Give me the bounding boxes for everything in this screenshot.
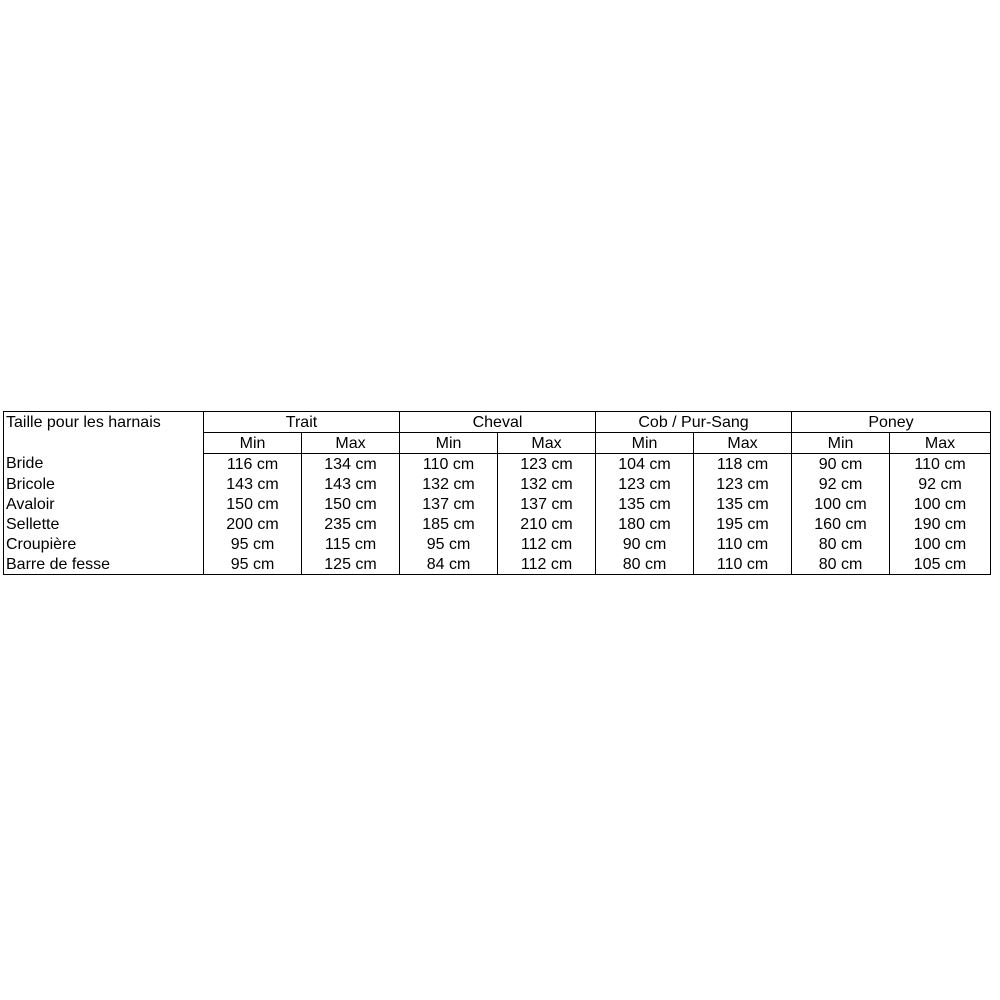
table-cell: 112 cm bbox=[498, 554, 596, 575]
table-cell: 80 cm bbox=[792, 554, 890, 575]
table-cell: 116 cm bbox=[204, 454, 302, 475]
table-cell: 118 cm bbox=[694, 454, 792, 475]
table-cell: 84 cm bbox=[400, 554, 498, 575]
table-cell: 100 cm bbox=[792, 494, 890, 514]
table-cell: 90 cm bbox=[596, 534, 694, 554]
table-row bbox=[4, 554, 991, 575]
table-cell: 235 cm bbox=[302, 514, 400, 534]
table-cell: 110 cm bbox=[694, 534, 792, 554]
table-cell: 137 cm bbox=[400, 494, 498, 514]
subheader-max: Max bbox=[694, 433, 792, 454]
table-row bbox=[4, 494, 991, 514]
table-cell: 123 cm bbox=[694, 474, 792, 494]
table-cell: 180 cm bbox=[596, 514, 694, 534]
row-label: Barre de fesse bbox=[4, 554, 204, 575]
table-cell: 132 cm bbox=[498, 474, 596, 494]
table-cell: 112 cm bbox=[498, 534, 596, 554]
table-cell: 125 cm bbox=[302, 554, 400, 575]
table-cell: 195 cm bbox=[694, 514, 792, 534]
table-cell: 104 cm bbox=[596, 454, 694, 475]
group-header-poney: Poney bbox=[792, 412, 991, 433]
table-cell: 95 cm bbox=[400, 534, 498, 554]
table-cell: 92 cm bbox=[792, 474, 890, 494]
table-cell: 92 cm bbox=[890, 474, 991, 494]
row-label: Croupière bbox=[4, 534, 204, 554]
table-row bbox=[4, 534, 991, 554]
table-cell: 190 cm bbox=[890, 514, 991, 534]
table-cell: 95 cm bbox=[204, 534, 302, 554]
table-cell: 132 cm bbox=[400, 474, 498, 494]
table-cell: 90 cm bbox=[792, 454, 890, 475]
table-cell: 80 cm bbox=[792, 534, 890, 554]
table-cell: 100 cm bbox=[890, 534, 991, 554]
table-cell: 150 cm bbox=[302, 494, 400, 514]
group-header-cheval: Cheval bbox=[400, 412, 596, 433]
table-cell: 135 cm bbox=[694, 494, 792, 514]
table-row bbox=[4, 454, 991, 475]
table-cell: 115 cm bbox=[302, 534, 400, 554]
table-cell: 150 cm bbox=[204, 494, 302, 514]
table-cell: 95 cm bbox=[204, 554, 302, 575]
table-cell: 100 cm bbox=[890, 494, 991, 514]
table-cell: 80 cm bbox=[596, 554, 694, 575]
table-cell: 143 cm bbox=[302, 474, 400, 494]
table-cell: 110 cm bbox=[890, 454, 991, 475]
row-label: Avaloir bbox=[4, 494, 204, 514]
table-cell: 137 cm bbox=[498, 494, 596, 514]
subheader-min: Min bbox=[400, 433, 498, 454]
row-label: Bride bbox=[4, 454, 204, 475]
table-cell: 160 cm bbox=[792, 514, 890, 534]
table-cell: 110 cm bbox=[694, 554, 792, 575]
row-label: Bricole bbox=[4, 474, 204, 494]
table-cell: 105 cm bbox=[890, 554, 991, 575]
subheader-max: Max bbox=[890, 433, 991, 454]
subheader-max: Max bbox=[498, 433, 596, 454]
table-cell: 134 cm bbox=[302, 454, 400, 475]
subheader-max: Max bbox=[302, 433, 400, 454]
table-cell: 200 cm bbox=[204, 514, 302, 534]
subheader-min: Min bbox=[596, 433, 694, 454]
table-cell: 123 cm bbox=[498, 454, 596, 475]
subheader-min: Min bbox=[792, 433, 890, 454]
group-header-row bbox=[4, 412, 991, 433]
corner-blank bbox=[4, 433, 204, 454]
group-header-cob-pur-sang: Cob / Pur-Sang bbox=[596, 412, 792, 433]
subheader-row bbox=[4, 433, 991, 454]
table-cell: 185 cm bbox=[400, 514, 498, 534]
row-label: Sellette bbox=[4, 514, 204, 534]
group-header-trait: Trait bbox=[204, 412, 400, 433]
subheader-min: Min bbox=[204, 433, 302, 454]
table-cell: 135 cm bbox=[596, 494, 694, 514]
table-row bbox=[4, 474, 991, 494]
table-row bbox=[4, 514, 991, 534]
table-cell: 143 cm bbox=[204, 474, 302, 494]
table-cell: 210 cm bbox=[498, 514, 596, 534]
table-cell: 110 cm bbox=[400, 454, 498, 475]
table-cell: 123 cm bbox=[596, 474, 694, 494]
corner-label: Taille pour les harnais bbox=[4, 412, 204, 433]
harness-size-table bbox=[3, 411, 991, 575]
